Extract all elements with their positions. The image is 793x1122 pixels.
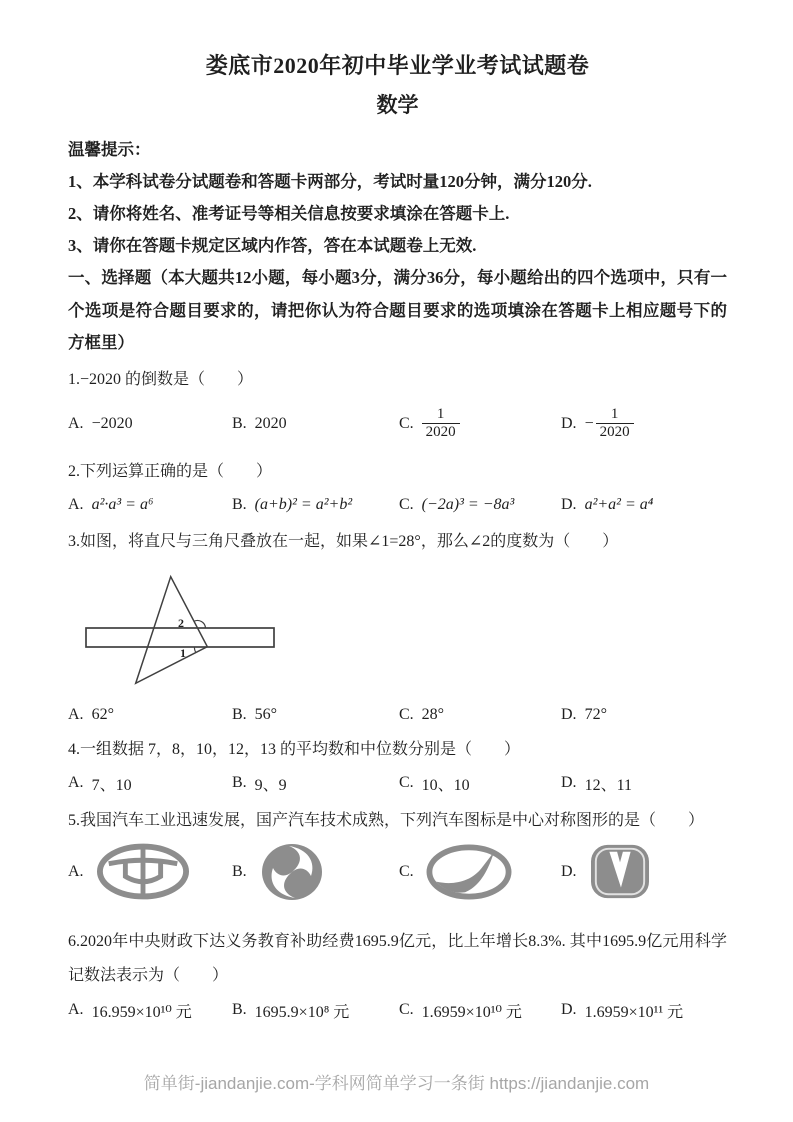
option-label: D. [561,705,577,723]
option-label: B. [232,414,247,432]
option-label: D. [561,414,577,432]
notice-item-3: 3、请你在答题卡规定区域内作答，答在本试题卷上无效. [68,236,477,255]
option-label: C. [399,774,414,791]
question-1-text: 1.−2020 的倒数是（ ） [68,370,254,388]
section-1-heading: 一、选择题（本大题共12小题，每小题3分，满分36分，每小题给出的四个选项中，只有一个选项是符合题目要求的，请把你认为符合题目要求的选项填涂在答题卡上相应题号下的方框里） [68,268,727,352]
option-2-d [561,496,727,514]
question-4-text: 4.一组数据 7，8，10，12，13 的平均数和中位数分别是（ ） [68,740,521,758]
question-6-options [68,999,727,1022]
option-label: A. [68,1001,84,1018]
option-2-a [68,496,232,514]
option-label: A. [68,774,84,791]
question-5-text: 5.我国汽车工业迅速发展，国产汽车技术成熟，下列汽车图标是中心对称图形的是（ ） [68,811,705,829]
option-value: 16.959×10¹⁰ 元 [91,1003,192,1021]
option-1-c [399,406,561,442]
option-value: 12、11 [584,776,632,794]
option-value: (−2a)³ = −8a³ [421,495,515,513]
fraction [422,406,460,442]
option-1-a [68,415,232,433]
ruler-shape [86,628,274,647]
car-logo-xiali-icon [426,844,512,900]
fraction [596,406,634,442]
option-3-d [561,706,727,724]
car-logo-zhonghua-icon [96,843,190,900]
angle-1-label: 1 [180,645,186,660]
page-title: 娄底市2020年初中毕业学业考试试题卷 [205,53,590,78]
option-label: A. [68,862,84,880]
option-value: 1.6959×10¹¹ 元 [584,1003,684,1021]
option-value: (a+b)² = a²+b² [254,495,353,513]
option-label: D. [561,774,577,791]
option-label: A. [68,414,84,432]
footer-watermark: 简单街-jiandanjie.com-学科网简单学习一条街 https://jiandanjie.com [143,1074,650,1093]
car-logo-changan-icon [589,843,651,901]
minus-sign: − [584,414,594,432]
option-1-b [232,415,399,433]
option-1-d [561,406,727,442]
option-4-b [232,772,399,795]
option-label: C. [399,414,414,432]
option-4-d [561,772,727,795]
option-label: A. [68,495,84,513]
question-2-text: 2.下列运算正确的是（ ） [68,462,273,480]
option-6-a [68,999,232,1022]
ruler-triangle-figure-svg [84,562,299,700]
option-3-c [399,706,561,724]
option-6-b [232,999,399,1022]
option-label: D. [561,1001,577,1018]
question-5-options [68,841,727,903]
option-value: 7、10 [91,776,132,794]
notice-heading: 温馨提示： [68,140,151,159]
question-3-options [68,706,727,724]
option-value: 2020 [254,414,287,432]
option-label: C. [399,705,414,723]
option-2-b [232,496,399,514]
option-value: 72° [584,705,607,723]
car-logo-dongfeng-icon [259,841,325,903]
question-2-options [68,496,727,514]
question-1-options [68,400,727,448]
subject-title: 数学 [376,93,419,117]
question-3-text: 3.如图，将直尺与三角尺叠放在一起，如果∠1=28°，那么∠2的度数为（ ） [68,532,619,550]
option-5-b [232,841,399,903]
option-value: a²·a³ = a⁶ [91,495,154,513]
option-4-c [399,772,561,795]
option-5-d [561,843,727,901]
fraction-numerator: 1 [610,405,619,422]
option-label: C. [399,1001,414,1018]
option-label: C. [399,862,414,880]
option-value: 9、9 [254,776,287,794]
option-4-a [68,772,232,795]
notice-item-2: 2、请你将姓名、准考证号等相关信息按要求填涂在答题卡上. [68,204,510,223]
fraction-denominator: 2020 [596,423,634,441]
option-value: −2020 [91,414,133,432]
angle-2-label: 2 [178,615,184,630]
notice-item-1: 1、本学科试卷分试题卷和答题卡两部分，考试时量120分钟，满分120分. [68,172,592,191]
option-label: B. [232,774,247,791]
option-value: a²+a² = a⁴ [584,495,654,513]
option-value: 10、10 [421,776,470,794]
option-label: B. [232,862,247,880]
option-value: 56° [254,705,278,723]
option-3-a [68,706,232,724]
option-label: B. [232,1001,247,1018]
option-value: 1695.9×10⁸ 元 [254,1003,350,1021]
option-value: 62° [91,705,114,723]
triangle-shape [136,576,208,683]
option-value: 28° [421,705,445,723]
fraction-numerator: 1 [436,405,445,422]
option-label: B. [232,495,247,513]
option-3-b [232,706,399,724]
option-label: D. [561,862,577,880]
question-4-options [68,772,727,795]
option-6-d [561,999,727,1022]
option-label: B. [232,705,247,723]
question-6-text: 6.2020年中央财政下达义务教育补助经费1695.9亿元，比上年增长8.3%. 其中1695.9亿元用科学记数法表示为（ ） [68,932,727,984]
fraction-denominator: 2020 [422,423,460,441]
option-5-c [399,844,561,900]
option-5-a [68,843,232,900]
option-6-c [399,999,561,1022]
option-label: A. [68,705,84,723]
ruler-triangle-figure [84,562,727,700]
option-2-c [399,496,561,514]
option-label: C. [399,495,414,513]
option-label: D. [561,495,577,513]
option-value: 1.6959×10¹⁰ 元 [421,1003,522,1021]
